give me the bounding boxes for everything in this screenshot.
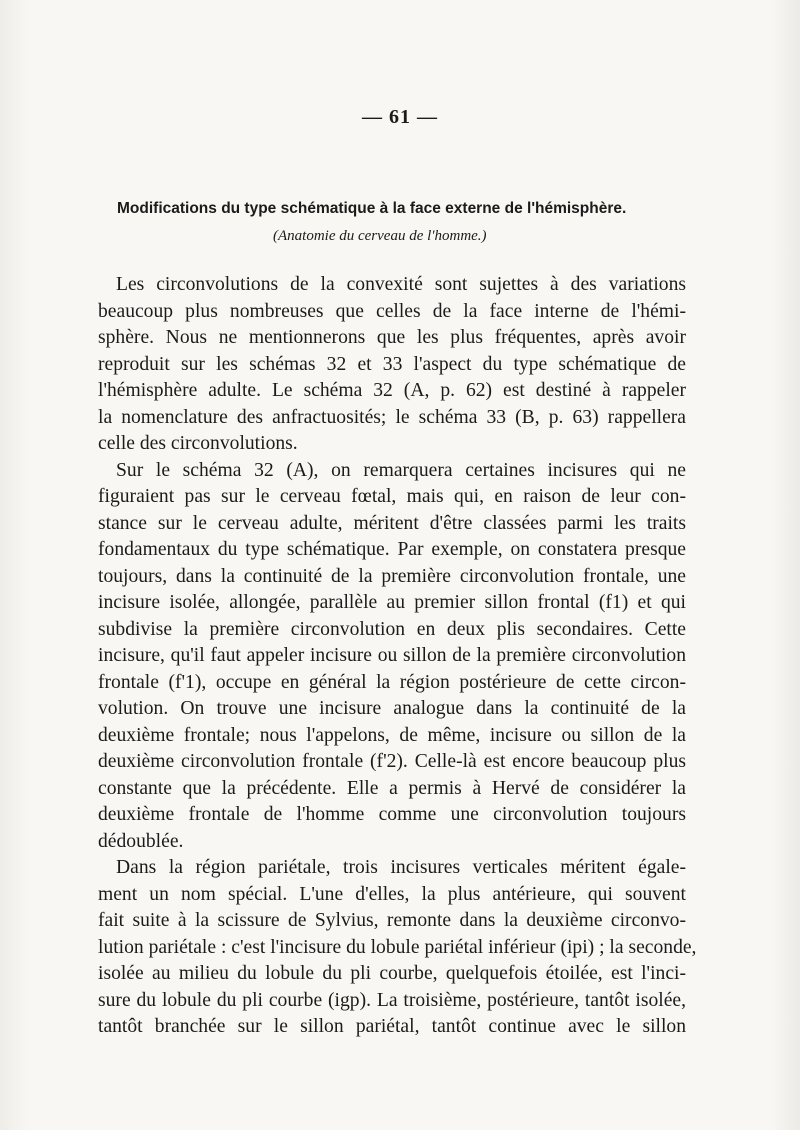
paragraph-1	[98, 272, 686, 458]
text-line: deuxième circonvolution frontale (f'2). Celle-là est encore beaucoup plus	[98, 751, 686, 772]
text-line: deuxième frontale de l'homme comme une circonvolution toujours	[98, 804, 686, 825]
text-line: tantôt branchée sur le sillon pariétal, tantôt continue avec le sillon	[98, 1016, 686, 1037]
page-number: — 61 —	[362, 106, 438, 128]
text-line: la nomenclature des anfractuosités; le schéma 33 (B, p. 63) rappellera	[98, 406, 686, 428]
text-line: sure du lobule du pli courbe (igp). La troisième, postérieure, tantôt isolée,	[98, 989, 686, 1011]
paragraph-3	[98, 855, 697, 1041]
text-line: Les circonvolutions de la convexité sont sujettes à des variations	[116, 274, 686, 295]
text-line: ment un nom spécial. L'une d'elles, la plus antérieure, qui souvent	[98, 883, 686, 905]
text-line: figuraient pas sur le cerveau fœtal, mais qui, en raison de leur con-	[98, 486, 686, 507]
section-subtitle: (Anatomie du cerveau de l'homme.)	[273, 228, 487, 244]
text-line: celle des circonvolutions.	[98, 433, 298, 454]
text-line: sphère. Nous ne mentionnerons que les plus fréquentes, après avoir	[98, 327, 686, 348]
text-line: deuxième frontale; nous l'appelons, de même, incisure ou sillon de la	[98, 724, 686, 746]
text-line: Dans la région pariétale, trois incisures verticales méritent égale-	[116, 857, 686, 878]
text-line: stance sur le cerveau adulte, méritent d'être classées parmi les traits	[98, 512, 686, 534]
text-line: fait suite à la scissure de Sylvius, remonte dans la deuxième circonvo-	[98, 910, 686, 931]
text-line: reproduit sur les schémas 32 et 33 l'aspect du type schématique de	[98, 353, 686, 375]
text-line: beaucoup plus nombreuses que celles de la face interne de l'hémi-	[98, 300, 686, 322]
text-line: fondamentaux du type schématique. Par exemple, on constatera presque	[98, 539, 686, 560]
text-line: l'hémisphère adulte. Le schéma 32 (A, p. 62) est destiné à rappeler	[98, 380, 686, 401]
text-line: dédoublée.	[98, 830, 184, 852]
body-text	[98, 272, 697, 1041]
text-line: incisure, qu'il faut appeler incisure ou sillon de la première circonvolution	[98, 645, 686, 666]
text-line: frontale (f'1), occupe en général la région postérieure de cette circon-	[98, 671, 686, 693]
section-title: Modifications du type schématique à la face externe de l'hémisphère.	[117, 200, 627, 217]
text-line: lution pariétale : c'est l'incisure du lobule pariétal inférieur (ipi) ; la seconde,	[98, 936, 697, 958]
text-line: Sur le schéma 32 (A), on remarquera certaines incisures qui ne	[116, 459, 686, 481]
text-line: toujours, dans la continuité de la première circonvolution frontale, une	[98, 565, 686, 587]
paragraph-2	[98, 458, 686, 856]
text-line: subdivise la première circonvolution en deux plis secondaires. Cette	[98, 618, 686, 640]
text-line: isolée au milieu du lobule du pli courbe, quelquefois étoilée, est l'inci-	[98, 963, 686, 984]
text-line: incisure isolée, allongée, parallèle au premier sillon frontal (f1) et qui	[98, 592, 686, 613]
text-line: volution. On trouve une incisure analogue dans la continuité de la	[98, 698, 686, 719]
text-line: constante que la précédente. Elle a permis à Hervé de considérer la	[98, 777, 686, 799]
